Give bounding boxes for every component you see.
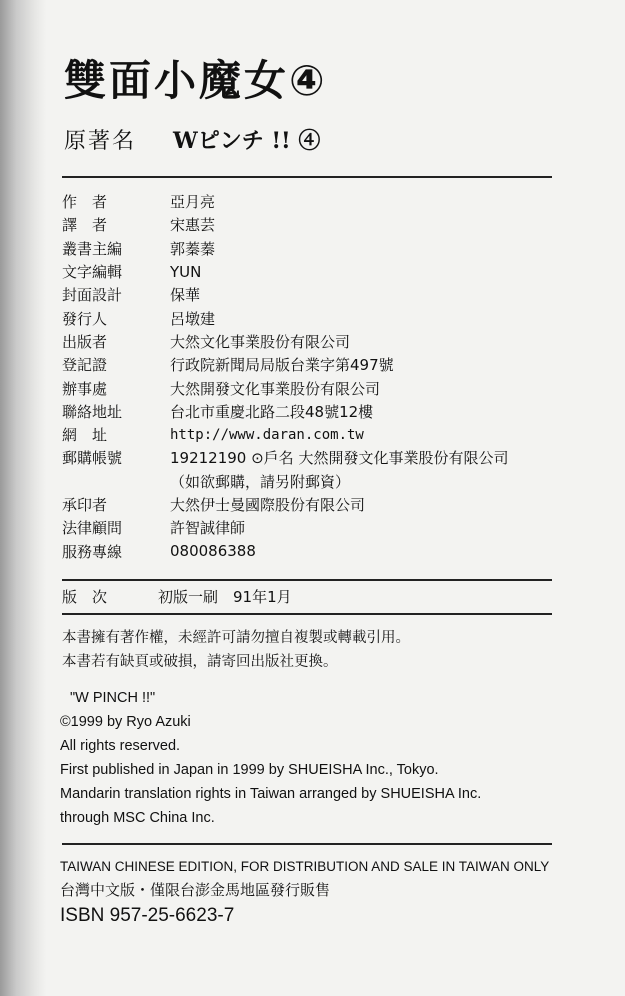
credit-key: 發行人 bbox=[62, 309, 108, 328]
credit-value: 080086388 bbox=[170, 542, 256, 561]
credit-key: 作 者 bbox=[62, 193, 108, 212]
credit-row-service-line bbox=[62, 539, 562, 562]
credit-row-printer bbox=[62, 493, 562, 516]
credit-value: 許智誠律師 bbox=[170, 519, 246, 538]
website-url: http://www.daran.com.tw bbox=[170, 426, 364, 443]
credit-value: 大然開發文化事業股份有限公司 bbox=[170, 379, 381, 398]
credit-value: 行政院新聞局局版台業字第497號 bbox=[170, 356, 394, 375]
original-title-label: 原著名 bbox=[64, 129, 137, 154]
credit-key: 封面設計 bbox=[62, 286, 123, 305]
publication-line: First published in Japan in 1999 by SHUEISHA Inc., Tokyo. bbox=[60, 762, 439, 778]
isbn: ISBN 957-25-6623-7 bbox=[60, 905, 235, 926]
divider-edition-bottom bbox=[62, 613, 552, 615]
credit-key: 聯絡地址 bbox=[62, 402, 123, 421]
edition-english: TAIWAN CHINESE EDITION, FOR DISTRIBUTION AND SALE IN TAIWAN ONLY bbox=[60, 859, 550, 874]
credit-row-mail-order-note bbox=[62, 470, 562, 493]
divider-edition-top bbox=[62, 579, 552, 581]
copyright-line: ©1999 by Ryo Azuki bbox=[60, 714, 191, 730]
english-original-title: "W PINCH !!" bbox=[70, 690, 156, 706]
credit-row-translator bbox=[62, 213, 562, 236]
credit-value: （如欲郵購，請另附郵資） bbox=[170, 472, 351, 491]
divider-footer bbox=[62, 843, 552, 845]
credit-row-address bbox=[62, 400, 562, 423]
credit-row-author bbox=[62, 190, 562, 213]
credits-list bbox=[62, 190, 562, 563]
credit-row-publisher bbox=[62, 330, 562, 353]
edition-value: 初版一刷 91年1月 bbox=[158, 588, 292, 606]
credit-value: 宋惠芸 bbox=[170, 216, 216, 235]
credit-key: 法律顧問 bbox=[62, 519, 123, 538]
credit-value: 19212190 ⊙戶名 大然開發文化事業股份有限公司 bbox=[170, 449, 509, 468]
credit-key: 服務專線 bbox=[62, 542, 123, 561]
credit-key: 承印者 bbox=[62, 496, 108, 514]
notice-line: 本書若有缺頁或破損，請寄回出版社更換。 bbox=[62, 654, 338, 670]
credit-key: 網 址 bbox=[62, 426, 108, 445]
edition-info bbox=[62, 586, 292, 607]
rights-line: All rights reserved. bbox=[60, 738, 181, 754]
credit-row-publisher-person bbox=[62, 306, 562, 329]
credit-row-registration bbox=[62, 353, 562, 376]
credit-row-text-editor bbox=[62, 260, 562, 283]
credit-key: 登記證 bbox=[62, 356, 108, 375]
credit-value: 呂墩建 bbox=[170, 309, 216, 328]
edition-key: 版 次 bbox=[62, 588, 108, 606]
credit-row-cover-design bbox=[62, 283, 562, 306]
credit-value: 大然文化事業股份有限公司 bbox=[170, 332, 351, 351]
credit-row-mail-order bbox=[62, 446, 562, 469]
credit-value: 大然伊士曼國際股份有限公司 bbox=[170, 496, 366, 514]
divider-top bbox=[62, 176, 552, 178]
credit-value: 亞月亮 bbox=[170, 193, 216, 212]
english-copyright bbox=[60, 686, 481, 830]
credit-value: 保華 bbox=[170, 286, 201, 305]
footer bbox=[60, 856, 549, 930]
credit-value: YUN bbox=[170, 262, 202, 281]
copyright-notices bbox=[62, 626, 410, 674]
book-title: 雙面小魔女④ bbox=[64, 56, 328, 105]
credit-row-website bbox=[62, 423, 562, 446]
credit-key: 文字編輯 bbox=[62, 263, 123, 282]
credit-row-series-editor bbox=[62, 237, 562, 260]
original-title bbox=[64, 124, 320, 155]
credit-value: 郭蓁蓁 bbox=[170, 239, 216, 258]
edition-chinese: 台灣中文版・僅限台澎金馬地區發行販售 bbox=[60, 881, 331, 899]
credit-value: 台北市重慶北路二段48號12樓 bbox=[170, 402, 374, 421]
translation-rights-line: Mandarin translation rights in Taiwan arranged by SHUEISHA Inc. bbox=[60, 786, 482, 802]
credit-key: 辦事處 bbox=[62, 379, 108, 398]
credit-row-office bbox=[62, 376, 562, 399]
notice-line: 本書擁有著作權，未經許可請勿擅自複製或轉載引用。 bbox=[62, 630, 410, 646]
credit-key: 出版者 bbox=[62, 332, 108, 351]
credit-key: 郵購帳號 bbox=[62, 449, 123, 468]
original-title-value: Wピンチ !! ④ bbox=[173, 128, 321, 154]
agency-line: through MSC China Inc. bbox=[60, 810, 215, 826]
credit-key: 譯 者 bbox=[62, 216, 108, 235]
credit-key: 叢書主編 bbox=[62, 239, 123, 258]
credit-row-legal bbox=[62, 516, 562, 539]
